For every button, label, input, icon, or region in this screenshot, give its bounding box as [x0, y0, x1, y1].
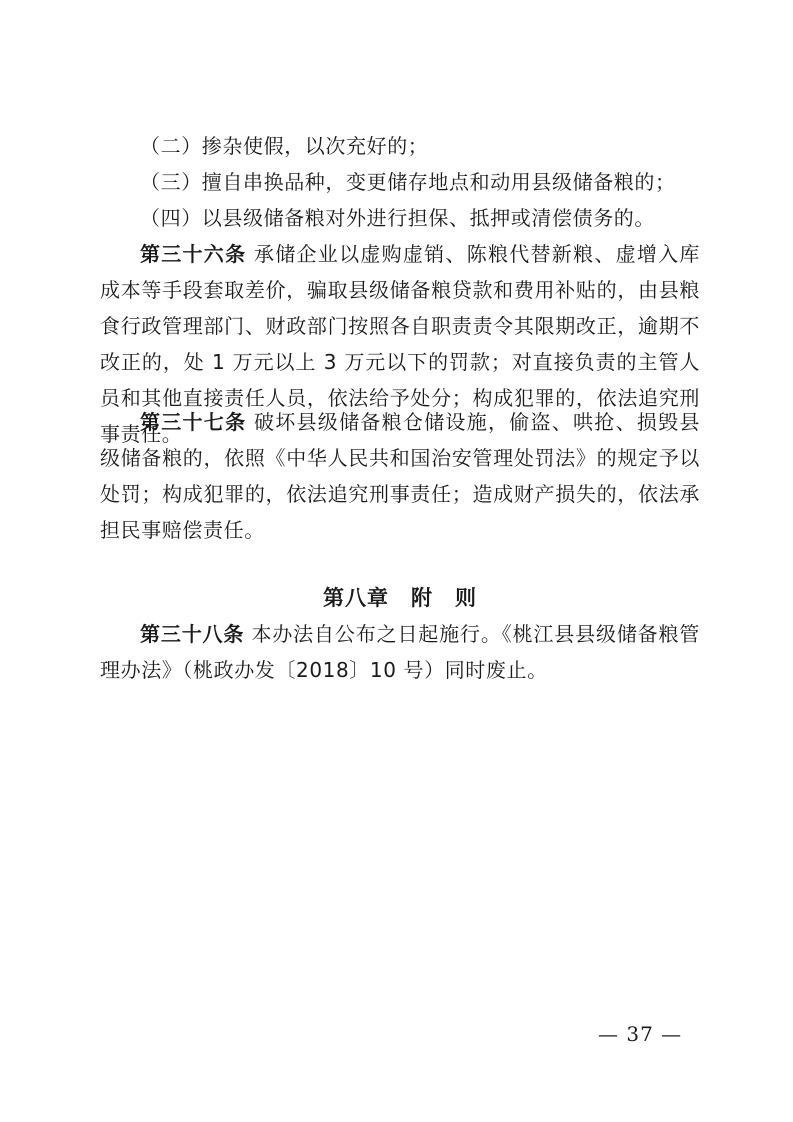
article-37-text: 破坏县级储备粮仓储设施，偷盗、哄抢、损毁县级储备粮的，依照《中华人民共和国治安管理处罚法》的规定予以处罚；构成犯罪的，依法追究刑事责任；造成财产损失的，依法承担民事赔偿责任。 — [100, 410, 701, 542]
article-37 — [100, 404, 700, 548]
item-3: （三）擅自串换品种，变更储存地点和动用县级储备粮的； — [140, 170, 676, 194]
article-38-text: 本办法自公布之日起施行。《桃江县县级储备粮管理办法》（桃政办发〔2018〕10 号）同时废止。 — [100, 622, 700, 682]
chapter-8-title: 第八章 附 则 — [323, 586, 477, 610]
article-36-text: 承储企业以虚购虚销、陈粮代替新粮、虚增入库成本等手段套取差价，骗取县级储备粮贷款和费用补贴的，由县粮食行政管理部门、财政部门按照各自职责责令其限期改正，逾期不改正的，处 1 万元以上 3 万元以下的罚款；对直接负责的主管人员和其他直接责任人员，依法给予处分；构成犯罪的，依法追究刑事责任。 — [100, 242, 701, 446]
article-38 — [100, 616, 700, 688]
item-2: （二）掺杂使假，以次充好的； — [140, 134, 429, 158]
article-38-number: 第三十八条 — [140, 622, 245, 646]
article-37-number: 第三十七条 — [140, 410, 247, 434]
item-4: （四）以县级储备粮对外进行担保、抵押或清偿债务的。 — [140, 206, 655, 230]
article-36-number: 第三十六条 — [140, 242, 247, 266]
page-number: — 37 — — [598, 1022, 683, 1046]
